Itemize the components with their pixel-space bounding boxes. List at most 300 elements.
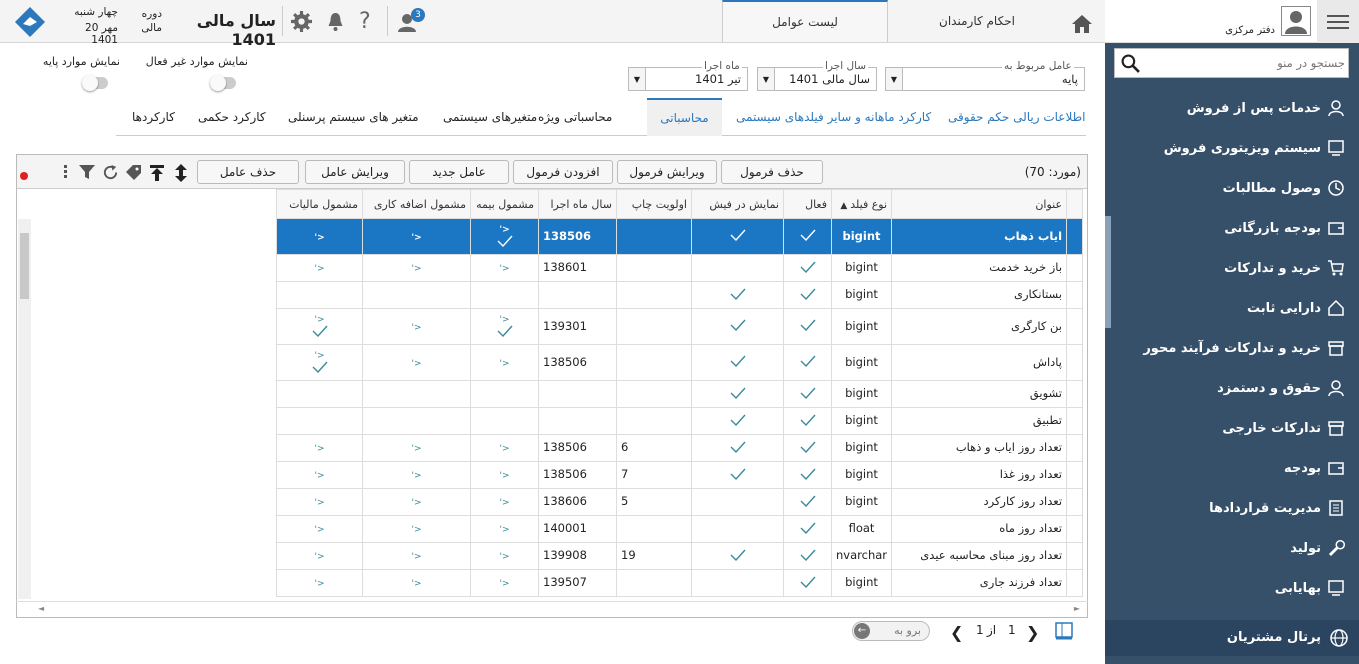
- sort-asc-icon: ▲: [840, 200, 851, 211]
- check-icon: [497, 325, 513, 337]
- cell-text: bigint: [845, 467, 878, 482]
- cell-title: [892, 543, 1067, 570]
- cell-text: bigint: [845, 354, 878, 369]
- sidebar-item[interactable]: [1105, 498, 1345, 518]
- delete-factor-button[interactable]: [197, 160, 299, 184]
- cell-title: [892, 345, 1067, 381]
- fiscal-year-title[interactable]: سال مالی 1401: [196, 11, 276, 49]
- dash-mark-icon: <': [314, 315, 325, 326]
- cell-ins: [471, 309, 539, 345]
- sidebar-item-label: بهایابی: [1274, 580, 1321, 596]
- cell-tax: [277, 408, 363, 435]
- dash-mark-icon: <': [314, 232, 325, 243]
- row-handle: [1067, 345, 1083, 381]
- sidebar-item[interactable]: [1105, 378, 1345, 398]
- dash-mark-icon: <': [411, 525, 422, 535]
- show-inactive-toggle[interactable]: [212, 77, 236, 89]
- table-row[interactable]: [277, 543, 1083, 570]
- more-icon[interactable]: [61, 164, 69, 182]
- row-handle: [1067, 489, 1083, 516]
- cell-ins: [471, 462, 539, 489]
- tab-label: کارکردها: [132, 110, 175, 124]
- dash-mark-icon: <': [411, 264, 422, 274]
- refresh-icon[interactable]: [102, 164, 119, 181]
- cell-text: ایاب ذهاب: [1004, 228, 1063, 243]
- dash-mark-icon: <': [499, 315, 510, 326]
- table-row[interactable]: [277, 309, 1083, 345]
- sidebar-item-label: تولید: [1290, 540, 1321, 556]
- check-icon: [312, 325, 328, 337]
- filter-icon[interactable]: [79, 164, 95, 180]
- cell-ym: [539, 309, 617, 345]
- tab-label: متغیرهای سیستمی: [443, 110, 538, 124]
- dash-mark-icon: <': [314, 444, 325, 454]
- cell-text: 138506: [543, 354, 587, 369]
- column-header[interactable]: فعال: [784, 190, 832, 219]
- cell-ym: [539, 516, 617, 543]
- cell-text: bigint: [845, 494, 878, 509]
- dash-mark-icon: <': [411, 322, 422, 333]
- check-icon: [730, 229, 746, 241]
- sidebar-item-label: دارایی ثابت: [1246, 300, 1321, 316]
- cell-type: [832, 219, 892, 255]
- cell-type: [832, 462, 892, 489]
- cell-active: [784, 462, 832, 489]
- pin-icon[interactable]: [148, 164, 166, 182]
- cell-active: [784, 408, 832, 435]
- cell-active: [784, 435, 832, 462]
- goto-page-box[interactable]: [852, 621, 930, 641]
- sort-icon[interactable]: [171, 164, 191, 182]
- sidebar-item-label: حقوق و دستمزد: [1217, 380, 1321, 396]
- cell-ins: [471, 381, 539, 408]
- table-row[interactable]: [277, 345, 1083, 381]
- check-icon: [800, 576, 816, 588]
- row-handle: [1067, 255, 1083, 282]
- cell-ot: [363, 435, 471, 462]
- cell-tax: [277, 570, 363, 597]
- table-row[interactable]: [277, 381, 1083, 408]
- year-label: سال اجرا: [825, 60, 867, 72]
- tab-system-variables[interactable]: [443, 98, 537, 136]
- cell-prio: [617, 345, 692, 381]
- cell-ot: [363, 282, 471, 309]
- user-panel: [1105, 0, 1359, 43]
- prev-page-icon[interactable]: ❮: [950, 623, 964, 642]
- check-icon: [312, 361, 328, 373]
- cell-ot: [363, 345, 471, 381]
- cell-ym: [539, 345, 617, 381]
- sidebar-item[interactable]: [1105, 138, 1345, 158]
- sidebar-item[interactable]: [1105, 458, 1345, 478]
- column-header[interactable]: نمایش در فیش: [692, 190, 784, 219]
- cell-ym: [539, 219, 617, 255]
- record-count: (مورد: 70): [1024, 165, 1081, 179]
- search-icon[interactable]: [1121, 54, 1140, 73]
- notification-badge: 3: [411, 8, 425, 22]
- cell-type: [832, 282, 892, 309]
- dash-mark-icon: <': [499, 498, 510, 508]
- button-label: عامل جدید: [432, 165, 486, 179]
- tab-label: احکام کارمندان: [939, 14, 1015, 28]
- gear-icon[interactable]: [291, 11, 312, 32]
- cell-show: [692, 408, 784, 435]
- user-office: دفتر مرکزی: [1225, 25, 1275, 36]
- table-row[interactable]: [277, 408, 1083, 435]
- column-header[interactable]: عنوان: [892, 190, 1067, 219]
- cell-type: [832, 435, 892, 462]
- date-value: 20 مهر 1401: [85, 22, 118, 46]
- row-handle: [1067, 381, 1083, 408]
- doc-icon: [1327, 499, 1345, 517]
- cell-ym: [539, 381, 617, 408]
- cell-tax: [277, 435, 363, 462]
- sidebar-item[interactable]: [1105, 98, 1345, 118]
- cell-tax: [277, 381, 363, 408]
- button-label: ویرایش فرمول: [629, 165, 705, 179]
- cell-title: [892, 309, 1067, 345]
- sidebar-item[interactable]: [1105, 298, 1345, 318]
- sidebar-item[interactable]: [1105, 538, 1345, 558]
- cell-text: بن کارگری: [1011, 318, 1063, 333]
- table-row[interactable]: [277, 489, 1083, 516]
- vertical-scrollbar[interactable]: [18, 219, 31, 599]
- cell-ins: [471, 408, 539, 435]
- period-label: دوره: [141, 8, 162, 20]
- cell-text: 139301: [543, 318, 587, 333]
- dash-mark-icon: <': [499, 552, 510, 562]
- check-icon: [800, 355, 816, 367]
- chevron-down-icon[interactable]: ▼: [757, 67, 775, 91]
- sidebar-item-label: خرید و تدارکات: [1224, 260, 1321, 276]
- cell-text: 138506: [543, 228, 592, 243]
- cell-title: [892, 570, 1067, 597]
- hamburger-icon[interactable]: [1317, 0, 1359, 43]
- box-icon: [1327, 419, 1345, 437]
- cell-active: [784, 345, 832, 381]
- cell-tax: [277, 219, 363, 255]
- cell-show: [692, 345, 784, 381]
- date-day: چهار شنبه: [74, 6, 118, 18]
- wallet-icon: [1327, 219, 1345, 237]
- cell-ot: [363, 255, 471, 282]
- cell-title: [892, 255, 1067, 282]
- cell-type: [832, 516, 892, 543]
- dash-mark-icon: <': [314, 351, 325, 362]
- cell-show: [692, 282, 784, 309]
- sidebar-item[interactable]: [1105, 338, 1345, 358]
- row-handle: [1067, 219, 1083, 255]
- cell-title: [892, 408, 1067, 435]
- add-formula-button[interactable]: [513, 160, 613, 184]
- cell-show: [692, 570, 784, 597]
- cell-text: bigint: [845, 440, 878, 455]
- sidebar-item[interactable]: [1105, 418, 1345, 438]
- dash-mark-icon: <': [499, 358, 510, 369]
- cell-tax: [277, 462, 363, 489]
- dash-mark-icon: <': [499, 579, 510, 589]
- cell-type: [832, 543, 892, 570]
- tab-label: متغیر های سیستم پرسنلی: [288, 110, 419, 124]
- check-icon: [730, 288, 746, 300]
- dash-mark-icon: <': [499, 525, 510, 535]
- cell-ot: [363, 381, 471, 408]
- tab-monthly-work[interactable]: [736, 98, 931, 136]
- box-icon: [1327, 339, 1345, 357]
- sidebar-item[interactable]: [1105, 178, 1345, 198]
- cell-ins: [471, 489, 539, 516]
- cell-text: nvarchar: [836, 548, 888, 563]
- row-handle: [1067, 309, 1083, 345]
- check-icon: [800, 522, 816, 534]
- table-row[interactable]: [277, 516, 1083, 543]
- clock-icon: [1327, 179, 1345, 197]
- cell-title: [892, 219, 1067, 255]
- cell-prio: [617, 435, 692, 462]
- dash-mark-icon: <': [314, 525, 325, 535]
- cell-ym: [539, 462, 617, 489]
- menu-search-box[interactable]: [1114, 48, 1349, 78]
- dash-mark-icon: <': [411, 552, 422, 562]
- cell-active: [784, 570, 832, 597]
- tab-calculated[interactable]: [647, 98, 722, 136]
- tab-decree-work[interactable]: [198, 98, 266, 136]
- table-row[interactable]: [277, 462, 1083, 489]
- cell-ins: [471, 435, 539, 462]
- bell-icon[interactable]: [327, 12, 344, 32]
- sidebar-scrollbar[interactable]: [1105, 216, 1111, 328]
- person-icon: [1327, 99, 1345, 117]
- cell-text: تعداد روز ایاب و ذهاب: [955, 440, 1063, 455]
- cell-tax: [277, 489, 363, 516]
- cell-title: [892, 282, 1067, 309]
- cell-text: bigint: [845, 413, 878, 428]
- cell-text: تشویق: [1029, 386, 1063, 401]
- cell-type: [832, 345, 892, 381]
- column-header[interactable]: مشمول بیمه: [471, 190, 539, 219]
- tab-work[interactable]: [132, 98, 175, 136]
- table-row[interactable]: [277, 282, 1083, 309]
- cell-show: [692, 516, 784, 543]
- column-header[interactable]: مشمول مالیات: [277, 190, 363, 219]
- show-base-toggle[interactable]: [84, 77, 108, 89]
- cell-show: [692, 309, 784, 345]
- help-icon[interactable]: ?: [359, 9, 371, 34]
- tab-personnel-variables[interactable]: [288, 98, 419, 136]
- dash-mark-icon: <': [411, 232, 422, 243]
- cell-text: bigint: [845, 575, 878, 590]
- record-dot-icon: [20, 172, 28, 180]
- cell-active: [784, 219, 832, 255]
- cell-show: [692, 255, 784, 282]
- dash-mark-icon: <': [499, 471, 510, 481]
- column-header[interactable]: نوع فیلد ▲: [832, 190, 892, 219]
- cell-prio: [617, 309, 692, 345]
- edit-factor-button[interactable]: [305, 160, 405, 184]
- check-icon: [730, 387, 746, 399]
- row-handle: [1067, 408, 1083, 435]
- cell-prio: [617, 219, 692, 255]
- sidebar-item-label: وصول مطالبات: [1222, 180, 1321, 196]
- check-icon: [497, 235, 513, 247]
- cell-text: bigint: [845, 318, 878, 333]
- page-total: 1: [976, 623, 984, 637]
- chevron-down-icon[interactable]: ▼: [628, 67, 646, 91]
- cell-text: 138506: [543, 467, 587, 482]
- cell-prio: [617, 570, 692, 597]
- cell-ot: [363, 219, 471, 255]
- row-handle: [1067, 543, 1083, 570]
- tab-special-calculated[interactable]: [538, 98, 612, 136]
- check-icon: [730, 468, 746, 480]
- check-icon: [730, 414, 746, 426]
- dash-mark-icon: <': [314, 498, 325, 508]
- factor-grid: [16, 154, 1088, 618]
- menu-search-input[interactable]: [1145, 53, 1345, 73]
- cell-type: [832, 255, 892, 282]
- arrow-left-icon[interactable]: ←: [854, 623, 870, 639]
- table-row[interactable]: [277, 219, 1083, 255]
- cell-prio: [617, 489, 692, 516]
- cell-text: تطبیق: [1032, 413, 1063, 428]
- dash-mark-icon: <': [499, 225, 510, 236]
- customer-portal[interactable]: [1105, 620, 1359, 656]
- cell-title: [892, 435, 1067, 462]
- button-label: حذف عامل: [219, 165, 277, 179]
- cell-prio: [617, 282, 692, 309]
- cell-ot: [363, 543, 471, 570]
- page-number[interactable]: 1: [1008, 623, 1016, 637]
- cell-text: پاداش: [1032, 354, 1063, 369]
- delete-formula-button[interactable]: [721, 160, 823, 184]
- cell-text: float: [848, 521, 875, 536]
- check-icon: [800, 414, 816, 426]
- grid-toolbar: [17, 155, 1087, 189]
- tab-employee-decrees[interactable]: [888, 0, 1066, 42]
- tab-label: اطلاعات ریالی حکم حقوقی: [948, 110, 1086, 124]
- home-icon[interactable]: [1071, 14, 1093, 34]
- edit-formula-button[interactable]: [617, 160, 717, 184]
- factor-value: پایه: [1061, 72, 1078, 86]
- cell-ym: [539, 543, 617, 570]
- period-label-2: مالی: [141, 22, 162, 34]
- chevron-down-icon[interactable]: ▼: [885, 67, 903, 91]
- sidebar-item-label: بودجه: [1284, 460, 1321, 476]
- column-header[interactable]: سال ماه اجرا: [539, 190, 617, 219]
- table-row[interactable]: [277, 435, 1083, 462]
- sidebar-item[interactable]: [1105, 578, 1345, 598]
- cell-ot: [363, 309, 471, 345]
- cell-text: 138606: [543, 494, 587, 509]
- dash-mark-icon: <': [314, 579, 325, 589]
- factor-table: [276, 189, 1083, 597]
- dash-mark-icon: <': [411, 579, 422, 589]
- monitor-icon: [1327, 139, 1345, 157]
- check-icon: [730, 549, 746, 561]
- cell-title: [892, 516, 1067, 543]
- cell-title: [892, 489, 1067, 516]
- table-row[interactable]: [277, 570, 1083, 597]
- cell-tax: [277, 543, 363, 570]
- new-factor-button[interactable]: [409, 160, 509, 184]
- show-base-label: نمایش موارد پایه: [42, 55, 120, 68]
- next-page-icon[interactable]: ❯: [1026, 623, 1040, 642]
- cell-prio: [617, 462, 692, 489]
- factor-label: عامل مربوط به: [1004, 60, 1072, 72]
- tab-salary-info[interactable]: [948, 98, 1086, 136]
- cell-text: bigint: [845, 386, 878, 401]
- cell-active: [784, 543, 832, 570]
- cell-ym: [539, 435, 617, 462]
- cell-text: تعداد فرزند جاری: [979, 575, 1063, 590]
- cell-title: [892, 462, 1067, 489]
- year-value: سال مالی 1401: [789, 72, 870, 86]
- tab-label: کارکرد ماهانه و سایر فیلدهای سیستمی: [736, 110, 932, 124]
- cell-text: تعداد روز ماه: [999, 521, 1063, 536]
- cell-text: 138506: [543, 440, 587, 455]
- cell-show: [692, 489, 784, 516]
- cell-text: 138601: [543, 260, 587, 275]
- cell-text: 7: [621, 467, 629, 482]
- row-handle: [1067, 570, 1083, 597]
- content-tabs: [116, 98, 1086, 136]
- column-header[interactable]: مشمول اضافه کاری: [363, 190, 471, 219]
- layout-icon[interactable]: [1055, 622, 1073, 640]
- home-icon: [1327, 299, 1345, 317]
- row-handle: [1067, 516, 1083, 543]
- cell-active: [784, 282, 832, 309]
- cell-ot: [363, 408, 471, 435]
- check-icon: [800, 441, 816, 453]
- cell-show: [692, 462, 784, 489]
- sidebar-item-label: سیستم ویزیتوری فروش: [1163, 140, 1321, 156]
- dash-mark-icon: <': [499, 264, 510, 274]
- cell-ym: [539, 408, 617, 435]
- cell-prio: [617, 408, 692, 435]
- check-icon: [730, 355, 746, 367]
- tab-label: کارکرد حکمی: [198, 110, 266, 124]
- cell-ins: [471, 282, 539, 309]
- cell-type: [832, 489, 892, 516]
- cell-tax: [277, 516, 363, 543]
- button-label: افزودن فرمول: [526, 165, 600, 179]
- cell-show: [692, 435, 784, 462]
- cell-text: bigint: [842, 228, 881, 243]
- dash-mark-icon: <': [499, 444, 510, 454]
- cell-text: 139507: [543, 575, 587, 590]
- tab-factor-list[interactable]: [722, 0, 888, 42]
- column-header[interactable]: اولویت چاپ: [617, 190, 692, 219]
- sidebar-item[interactable]: [1105, 218, 1345, 238]
- cell-text: 140001: [543, 521, 587, 536]
- horizontal-scrollbar[interactable]: ◄ ►: [16, 601, 1088, 614]
- tag-icon[interactable]: [125, 164, 143, 182]
- app-logo: [14, 6, 46, 38]
- goto-label: برو به: [894, 624, 921, 637]
- sidebar-item[interactable]: [1105, 258, 1345, 278]
- cell-show: [692, 219, 784, 255]
- cell-text: باز خرید خدمت: [989, 260, 1063, 275]
- cell-tax: [277, 309, 363, 345]
- avatar[interactable]: [1281, 6, 1311, 36]
- cell-ins: [471, 255, 539, 282]
- cell-text: 19: [621, 548, 636, 563]
- cell-type: [832, 309, 892, 345]
- table-row[interactable]: [277, 255, 1083, 282]
- cell-text: تعداد روز کارکرد: [983, 494, 1063, 509]
- sidebar-item-label: بودجه بازرگانی: [1224, 220, 1321, 236]
- cell-active: [784, 516, 832, 543]
